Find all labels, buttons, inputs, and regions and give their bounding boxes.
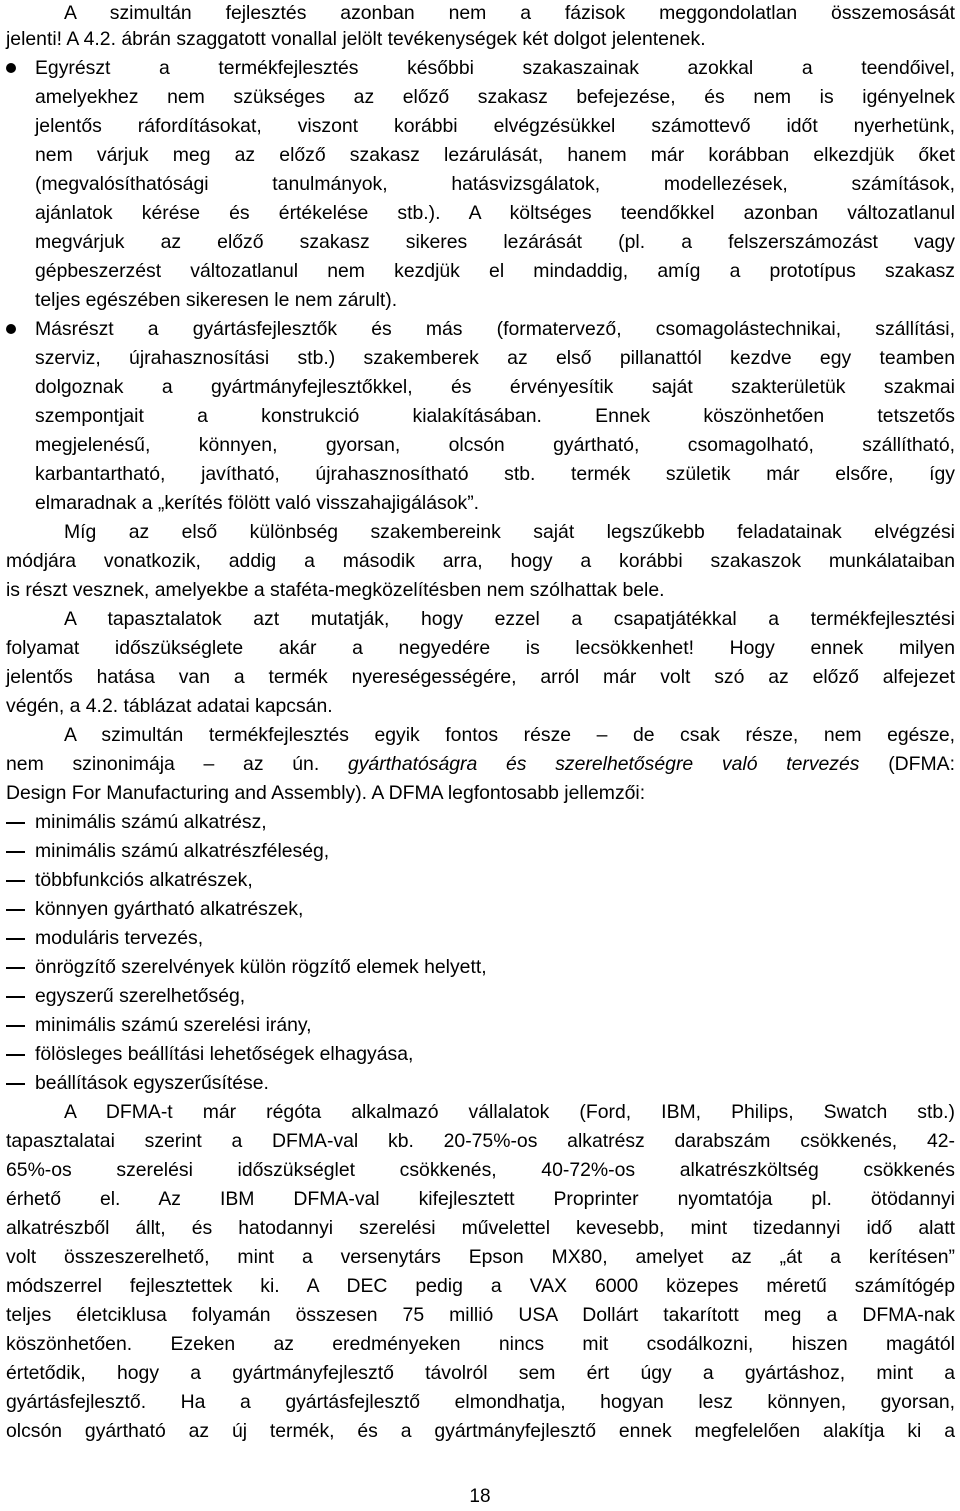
dash-list-item: egyszerű szerelhetőség, (35, 985, 246, 1007)
paragraph-line: teljes életciklusa folyamán összesen 75 millió USA Dollárt takarított meg a DFMA-nak (6, 1304, 955, 1326)
dash-icon (6, 996, 25, 998)
dash-icon (6, 880, 25, 882)
paragraph-line: A tapasztalatok azt mutatják, hogy ezzel a csapatjátékkal a termékfejlesztési (64, 608, 955, 630)
page-number: 18 (469, 1486, 491, 1507)
dash-icon (6, 909, 25, 911)
paragraph-line: gyártásfejlesztő. Ha a gyártásfejlesztő elmondhatja, hogyan lesz könnyen, gyorsan, (6, 1391, 955, 1413)
bullet1-line: jelentős ráfordításokat, viszont korábbi elvégzésükkel számottevő időt nyerhetünk, (35, 115, 955, 137)
paragraph-line: tapasztalatai szerint a DFMA-val kb. 20-75%-os alkatrész darabszám csökkenés, 42- (6, 1130, 955, 1152)
paragraph-line: módjára vonatkozik, addig a második arra, hogy a korábbi szakaszok munkálataiban (6, 550, 955, 572)
dash-list-item: minimális számú alkatrészféleség, (35, 840, 330, 862)
bullet1-line: (megvalósíthatósági tanulmányok, hatásvizsgálatok, modellezések, számítások, (35, 173, 955, 195)
paragraph-line: értetődik, hogy a gyártmányfejlesztő távolról sem ért úgy a gyártáshoz, mint a (6, 1362, 955, 1384)
bullet2-line: megjelenésű, könnyen, gyorsan, olcsón gyártható, csomagolható, szállítható, (35, 434, 955, 456)
bullet2-line: Másrészt a gyártásfejlesztők és más (formatervező, csomagolástechnikai, szállítási, (35, 318, 955, 340)
paragraph-line: A szimultán termékfejlesztés egyik fontos része – de csak része, nem egésze, (64, 724, 955, 746)
bullet1-line: amelyekhez nem szükséges az előző szakasz befejezése, és nem is igényelnek (35, 86, 955, 108)
bullet1-line: megvárjuk az előző szakasz sikeres lezárását (pl. a felszerszámozást vagy (35, 231, 955, 253)
text-segment: nem szinonimája – az ún. (6, 753, 348, 775)
paragraph-line: A DFMA-t már régóta alkalmazó vállalatok (Ford, IBM, Philips, Swatch stb.) (64, 1101, 955, 1123)
bullet1-line: teljes egészében sikeresen le nem zárult). (35, 289, 398, 311)
intro-line: jelenti! A 4.2. ábrán szaggatott vonallal jelölt tevékenységek két dolgot jelentenek. (6, 28, 706, 50)
paragraph-line: alkatrészből állt, és hatodannyi szerelési művelettel kevesebb, mint tizedannyi idő alatt (6, 1217, 955, 1239)
paragraph-line: volt összeszerelhető, mint a versenytárs Epson MX80, amelyet az „át a kerítésen” (6, 1246, 955, 1268)
bullet2-line: karbantartható, javítható, újrahasznosítható stb. termék születik már elsőre, így (35, 463, 955, 485)
dash-icon (6, 1025, 25, 1027)
text-segment: (DFMA: (859, 753, 955, 775)
dash-list-item: minimális számú szerelési irány, (35, 1014, 312, 1036)
dash-list-item: többfunkciós alkatrészek, (35, 869, 253, 891)
dash-list-item: fölösleges beállítási lehetőségek elhagyása, (35, 1043, 414, 1065)
dash-list-item: minimális számú alkatrész, (35, 811, 267, 833)
paragraph-line: jelentős hatása van a termék nyereségességére, arról már volt szó az előző alfejezet (6, 666, 955, 688)
dash-icon (6, 967, 25, 969)
dash-icon (6, 1083, 25, 1085)
paragraph-line: folyamat időszükséglete akár a negyedére is lecsökkenhet! Hogy ennek milyen (6, 637, 955, 659)
paragraph-line: Míg az első különbség szakembereink saját legszűkebb feladatainak elvégzési (64, 521, 955, 543)
bullet1-line: Egyrészt a termékfejlesztés későbbi szakaszainak azokkal a teendőivel, (35, 57, 955, 79)
bullet1-line: ajánlatok kérése és értékelése stb.). A költséges teendőkkel azonban változatlanul (35, 202, 955, 224)
paragraph-line: olcsón gyártható az új termék, és a gyártmányfejlesztő ennek megfelelően alakítja ki a (6, 1420, 955, 1442)
paragraph-line: érhető el. Az IBM DFMA-val kifejlesztett Proprinter nyomtatója pl. ötödannyi (6, 1188, 955, 1210)
bullet-icon (6, 63, 16, 73)
paragraph-line: módszerrel fejlesztettek ki. A DEC pedig a VAX 6000 közepes méretű számítógép (6, 1275, 955, 1297)
bullet-icon (6, 324, 16, 334)
paragraph-line: 65%-os szerelési időszükséglet csökkenés, 40-72%-os alkatrészköltség csökkenés (6, 1159, 955, 1181)
bullet2-line: szempontjait a konstrukció kialakításában. Ennek köszönhetően tetszetős (35, 405, 955, 427)
dash-list-item: beállítások egyszerűsítése. (35, 1072, 269, 1094)
bullet2-line: elmaradnak a „kerítés fölött való visszahajigálások”. (35, 492, 480, 514)
dash-icon (6, 851, 25, 853)
bullet1-line: gépbeszerzést változatlanul nem kezdjük el mindaddig, amíg a prototípus szakasz (35, 260, 955, 282)
bullet2-line: dolgoznak a gyártmányfejlesztőkkel, és érvényesítik saját szakterületük szakmai (35, 376, 955, 398)
dash-list-item: moduláris tervezés, (35, 927, 204, 949)
paragraph-line: Design For Manufacturing and Assembly). A DFMA legfontosabb jellemzői: (6, 782, 646, 804)
paragraph-line: is részt vesznek, amelyekbe a staféta-megközelítésben nem szólhattak bele. (6, 579, 665, 601)
paragraph-line: végén, a 4.2. táblázat adatai kapcsán. (6, 695, 333, 717)
dash-list-item: könnyen gyártható alkatrészek, (35, 898, 304, 920)
paragraph-line (6, 751, 955, 777)
bullet1-line: nem várjuk meg az előző szakasz lezárulását, hanem már korábban elkezdjük őket (35, 144, 955, 166)
bullet2-line: szerviz, újrahasznosítási stb.) szakemberek az első pillanattól kezdve egy teamben (35, 347, 955, 369)
dash-icon (6, 938, 25, 940)
paragraph-line: köszönhetően. Ezeken az eredményeken nincs mit csodálkozni, hiszen magától (6, 1333, 955, 1355)
dash-list-item: önrögzítő szerelvények külön rögzítő elemek helyett, (35, 956, 487, 978)
dash-icon (6, 822, 25, 824)
dash-icon (6, 1054, 25, 1056)
italic-term: gyárthatóságra és szerelhetőségre való tervezés (347, 753, 860, 775)
intro-line: A szimultán fejlesztés azonban nem a fázisok meggondolatlan összemosását (64, 2, 955, 24)
